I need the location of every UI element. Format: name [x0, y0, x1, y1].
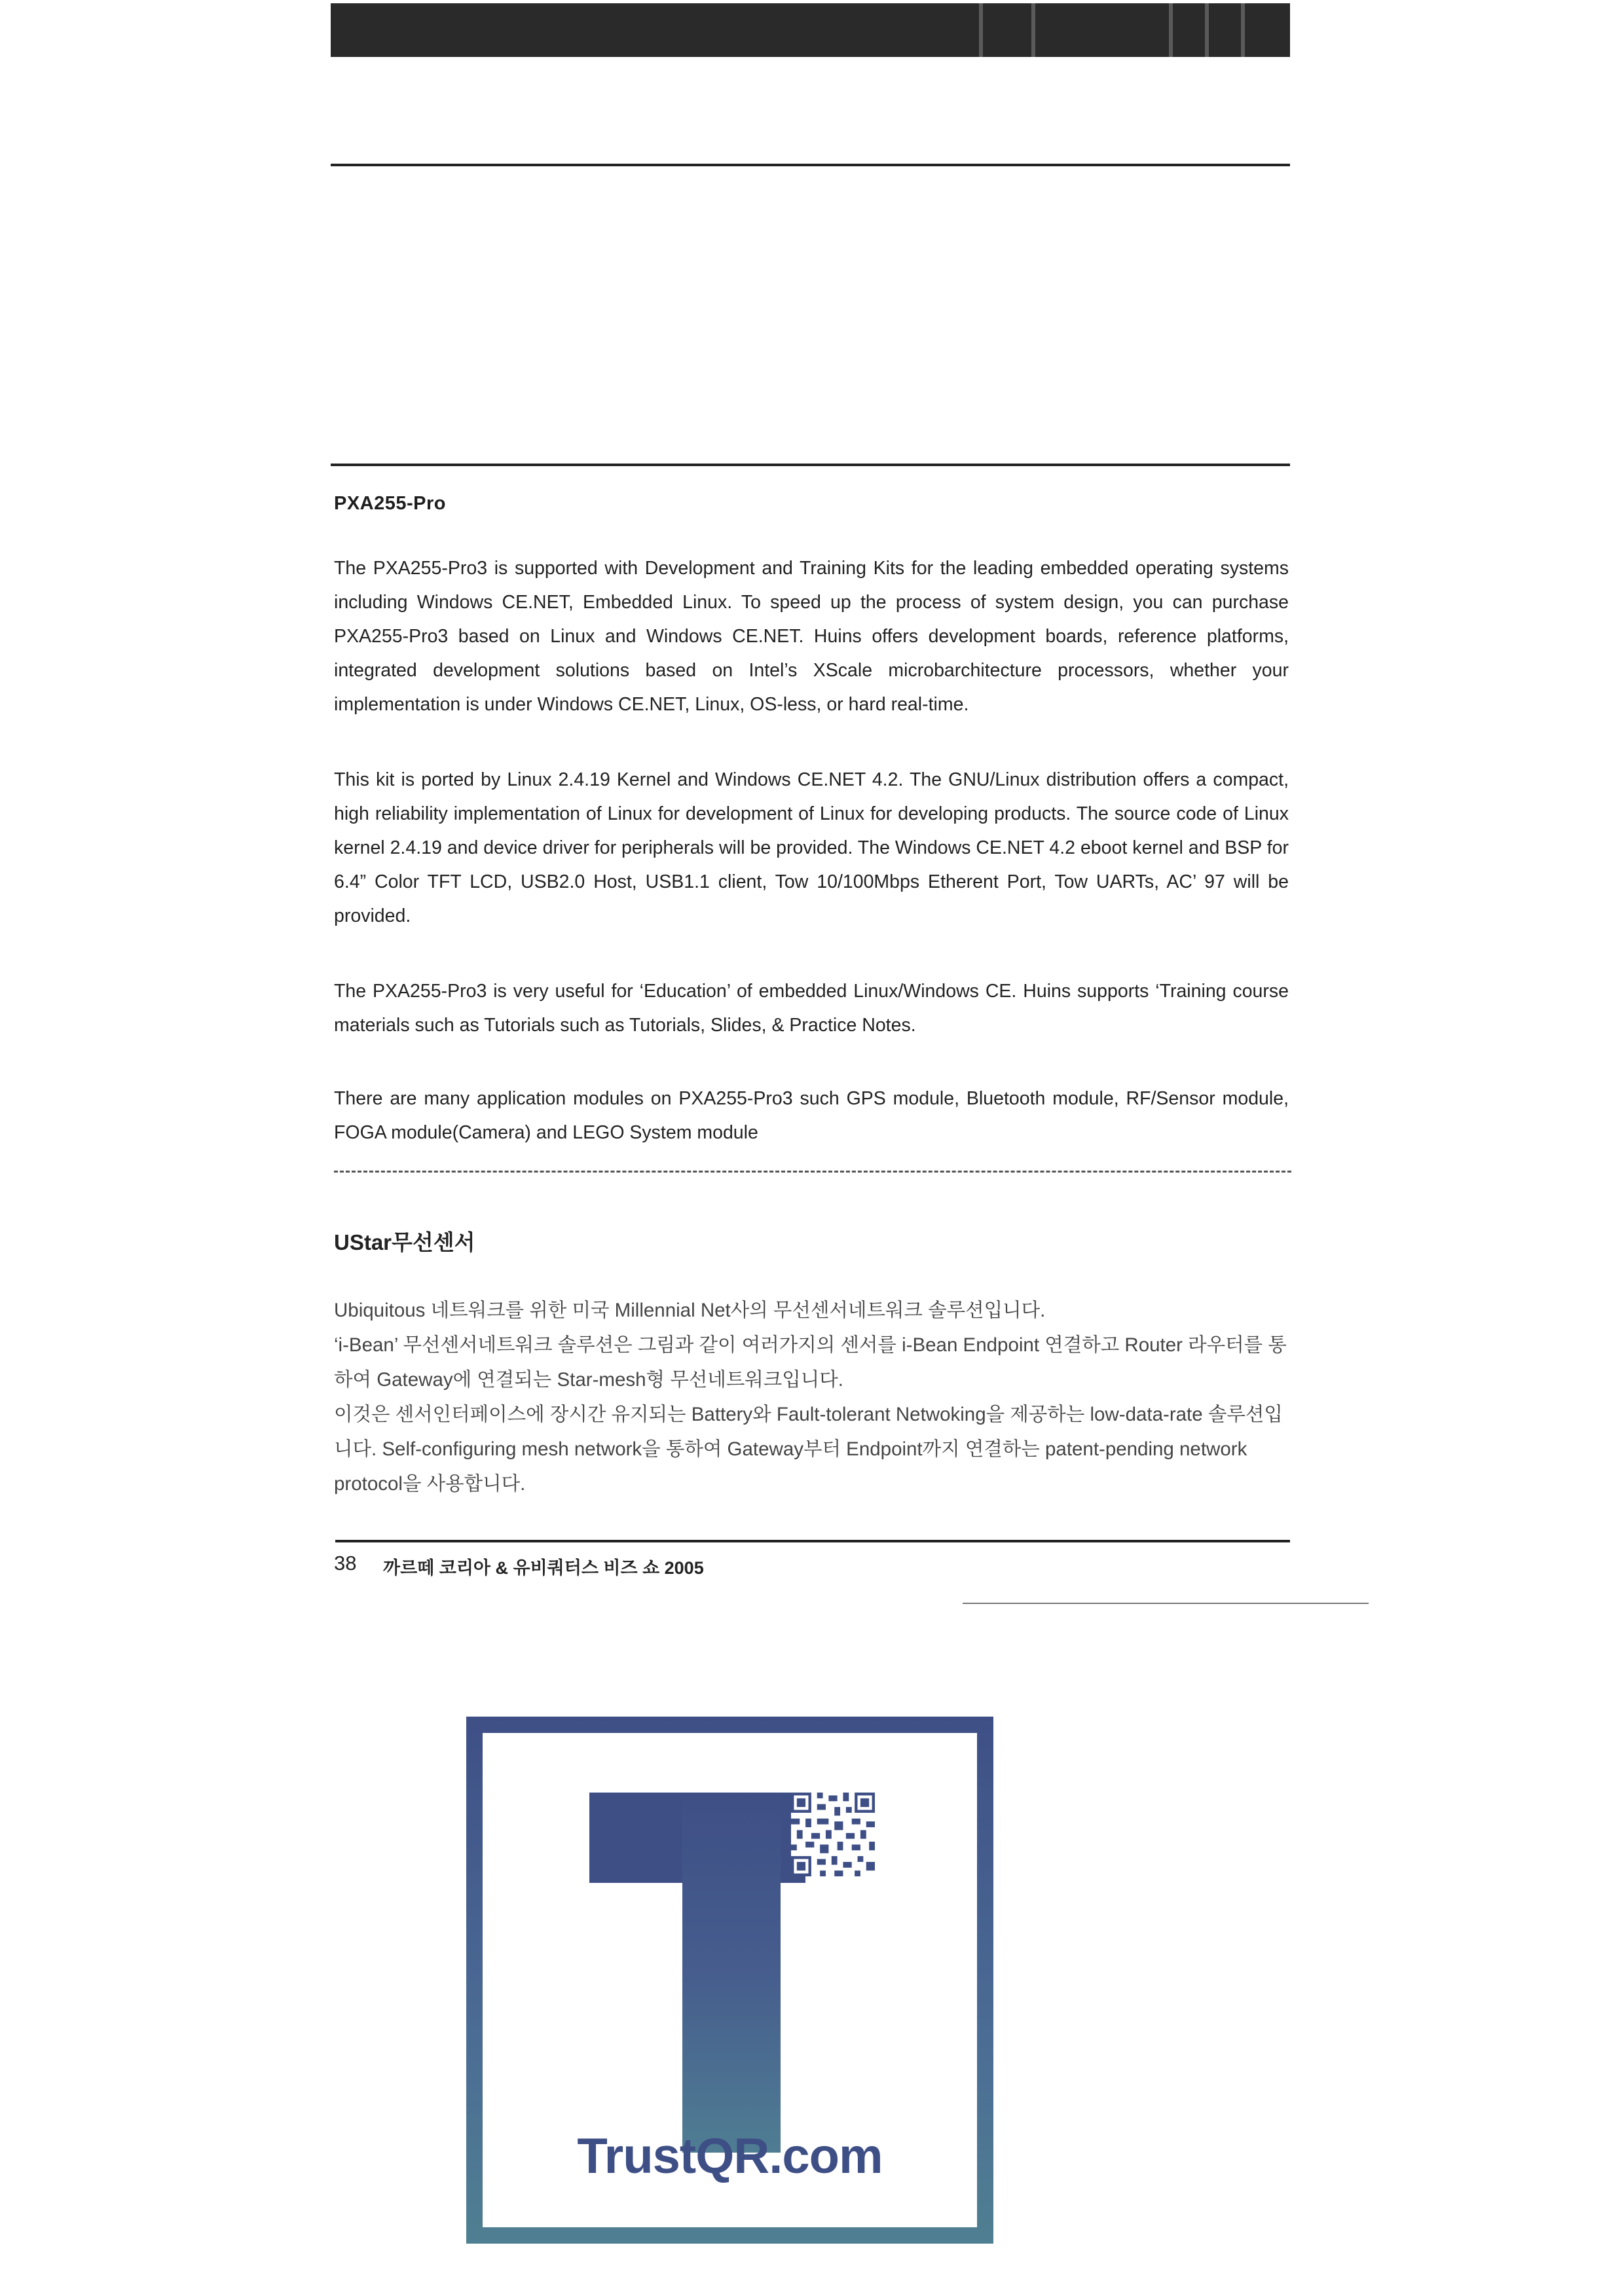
section-title-pxa255: PXA255-Pro: [334, 493, 447, 514]
section-title-ustar: UStar무선센서: [334, 1230, 475, 1254]
footer-rule: [335, 1540, 1290, 1542]
footer-scan-line: [963, 1603, 1369, 1604]
footer-title: 까르떼 코리아 & 유비쿼터스 비즈 쇼 2005: [383, 1558, 704, 1578]
dashed-divider: [334, 1171, 1291, 1173]
watermark-text: TrustQR.com: [577, 2128, 883, 2184]
paragraph: The PXA255-Pro3 is supported with Development and Training Kits for the leading embedded operating systems including Windows CE.NET, Embedded Linux. To speed up the process of system design, you can purchase PXA255-Pro3 based on Linux and Windows CE.NET. Huins offers development boards, reference platforms, integrated development solutions based on Intel’s XScale microbarchitecture processors, whether your implementation is under Windows CE.NET, Linux, OS-less, or hard real-time.: [334, 558, 1289, 715]
paragraph: Ubiquitous 네트워크를 위한 미국 Millennial Net사의 무선센서네트워크 솔루션입니다.: [334, 1300, 1046, 1321]
top-rule: [331, 164, 1290, 166]
paragraph: 이것은 센서인터페이스에 장시간 유지되는 Battery와 Fault-tolerant Netwoking을 제공하는 low-data-rate 솔루션입니다. Self-configuring mesh network을 통하여 Gateway부터 Endpoint까지 연결하는 patent-pending network protocol을 사용합니다.: [334, 1404, 1283, 1495]
page-number: 38: [334, 1552, 357, 1575]
qr-code-icon: [791, 1793, 875, 1876]
paragraph: The PXA255-Pro3 is very useful for ‘Education’ of embedded Linux/Windows CE. Huins supports ‘Training course materials such as Tutorials such as Tutorials, Slides, & Practice Notes.: [334, 981, 1289, 1036]
paragraph: This kit is ported by Linux 2.4.19 Kernel and Windows CE.NET 4.2. The GNU/Linux distribution offers a compact, high reliability implementation of Linux for development of Linux for developing products. The source code of Linux kernel 2.4.19 and device driver for peripherals will be provided. The Windows CE.NET 4.2 eboot kernel and BSP for 6.4” Color TFT LCD, USB2.0 Host, USB1.1 client, Tow 10/100Mbps Etherent Port, Tow UARTs, AC’ 97 will be provided.: [334, 769, 1289, 926]
section-rule: [331, 464, 1290, 466]
watermark-logo-t-stem: [682, 1793, 781, 2153]
paragraph: ‘i-Bean’ 무선센서네트워크 솔루션은 그림과 같이 여러가지의 센서를 i-Bean Endpoint 연결하고 Router 라우터를 통하여 Gateway에 연결되는 Star-mesh형 무선네트워크입니다.: [334, 1334, 1287, 1391]
header-bar: [331, 3, 1290, 57]
paragraph: There are many application modules on PXA255-Pro3 such GPS module, Bluetooth module, RF/Sensor module, FOGA module(Camera) and LEGO System module: [334, 1088, 1289, 1143]
